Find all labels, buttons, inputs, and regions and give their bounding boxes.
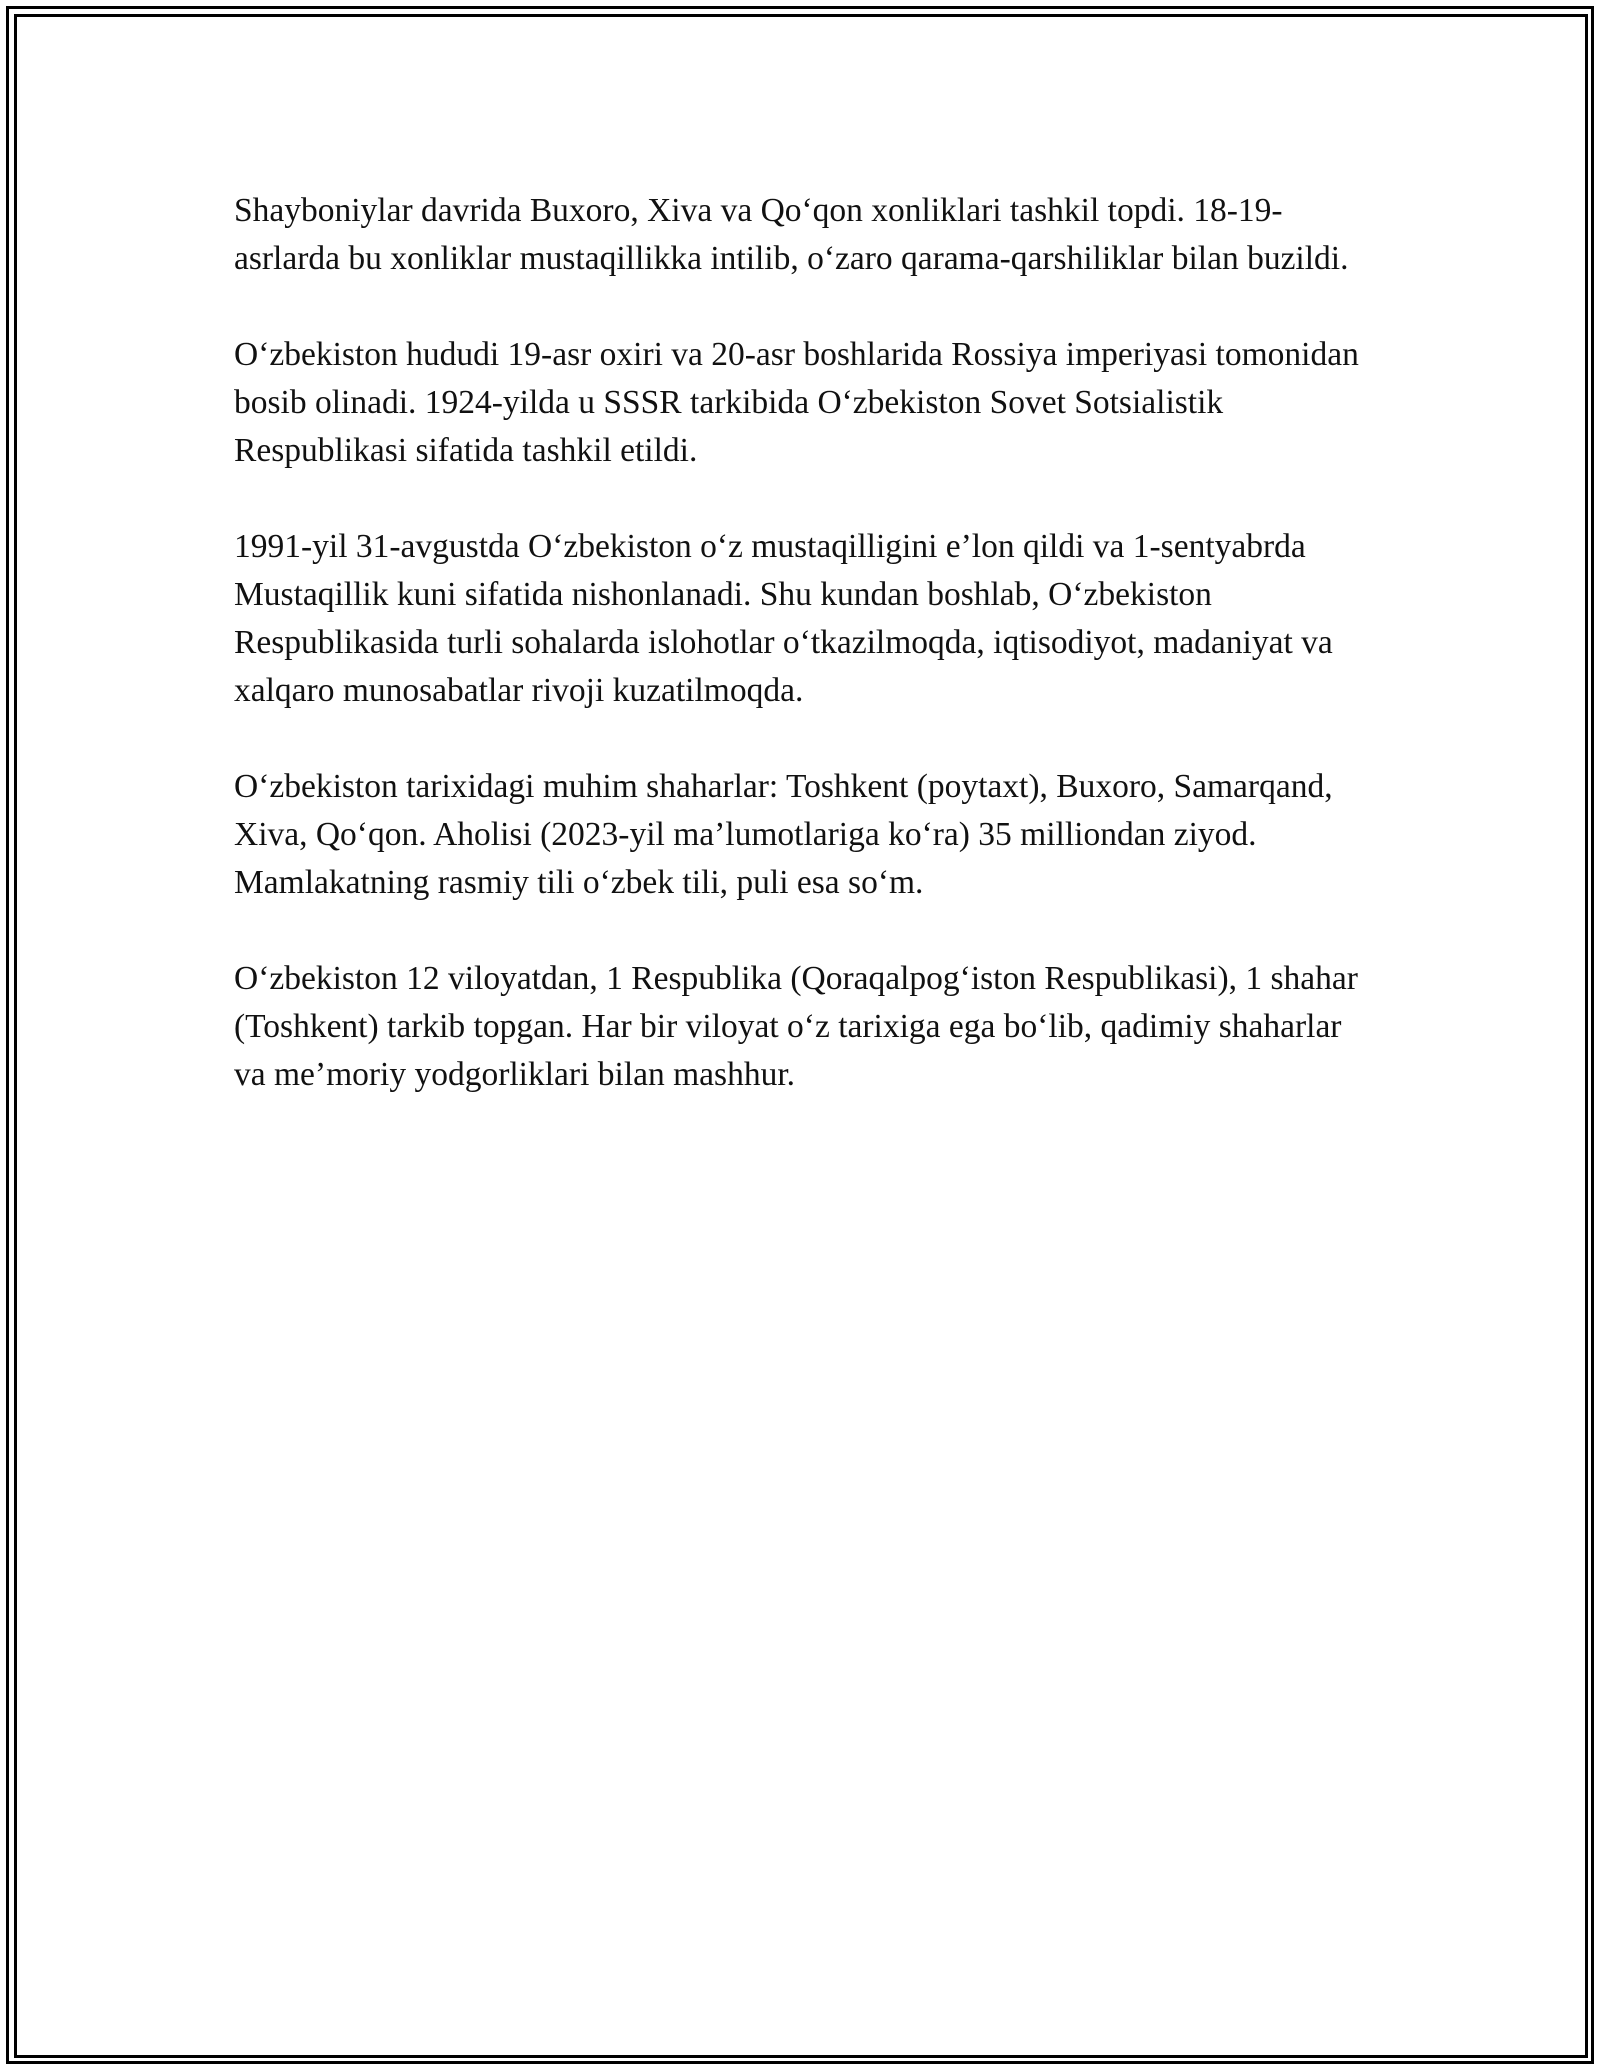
paragraph-independence: 1991-yil 31-avgustda O‘zbekiston o‘z mustaqilligini e’lon qildi va 1-sentyabrda Mustaqillik kuni sifatida nishonlanadi. Shu kundan boshlab, O‘zbekiston Respublikasida turli sohalarda islohotlar o‘tkazilmoqda, iqtisodiyot, madaniyat va xalqaro munosabatlar rivoji kuzatilmoqda.: [234, 528, 1333, 709]
document-body: [234, 187, 1374, 1147]
paragraph-regions: O‘zbekiston 12 viloyatdan, 1 Respublika (Qoraqalpog‘iston Respublikasi), 1 shahar (Toshkent) tarkib topgan. Har bir viloyat o‘z tarixiga ega bo‘lib, qadimiy shaharlar va me’moriy yodgorliklari bilan mashhur.: [234, 960, 1358, 1093]
paragraph-russian-empire: O‘zbekiston hududi 19-asr oxiri va 20-asr boshlarida Rossiya imperiyasi tomonidan bosib olinadi. 1924-yilda u SSSR tarkibida O‘zbekiston Sovet Sotsialistik Respublikasi sifatida tashkil etildi.: [234, 336, 1359, 469]
paragraph-cities-population: O‘zbekiston tarixidagi muhim shaharlar: Toshkent (poytaxt), Buxoro, Samarqand, Xiva, Qo‘qon. Aholisi (2023-yil ma’lumotlariga ko‘ra) 35 milliondan ziyod. Mamlakatning rasmiy tili o‘zbek tili, puli esa so‘m.: [234, 768, 1333, 901]
paragraph-khanates: Shayboniylar davrida Buxoro, Xiva va Qo‘qon xonliklari tashkil topdi. 18-19-asrlarda bu xonliklar mustaqillikka intilib, o‘zaro qarama-qarshiliklar bilan buzildi.: [234, 192, 1349, 277]
